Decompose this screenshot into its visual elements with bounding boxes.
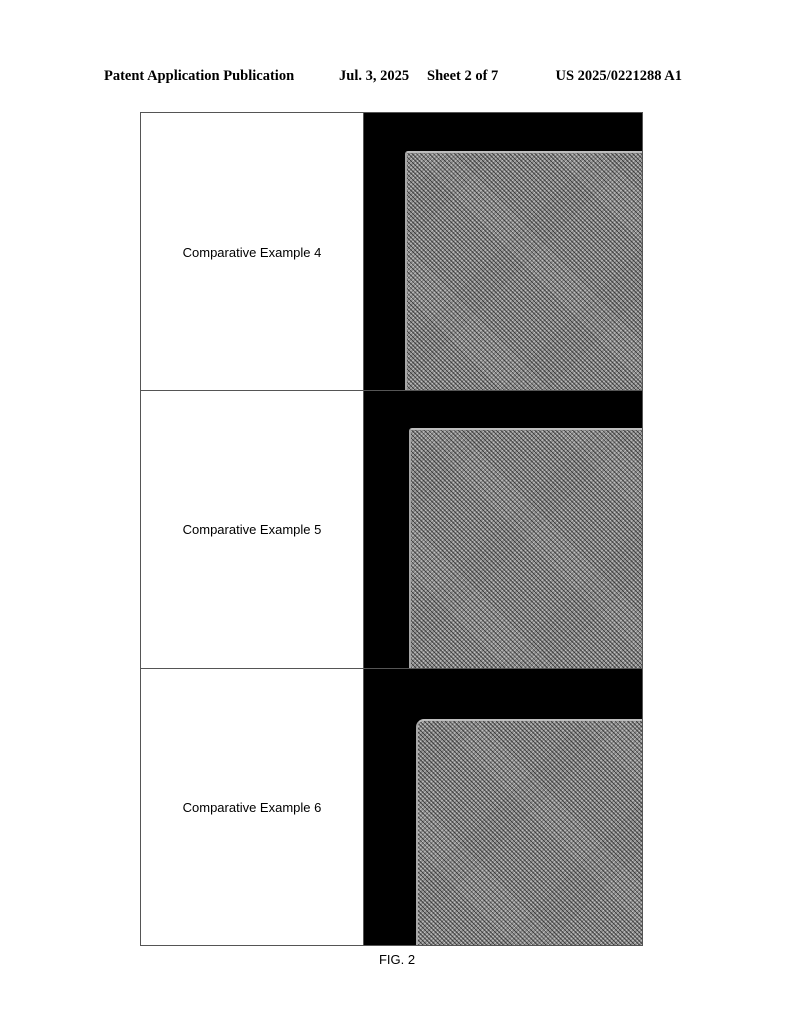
micrograph-image bbox=[364, 669, 642, 945]
figure-row bbox=[141, 113, 642, 391]
publication-date: Jul. 3, 2025 bbox=[339, 68, 410, 84]
sheet-number: Sheet 2 of 7 bbox=[427, 68, 499, 84]
page-header bbox=[104, 68, 694, 88]
micrograph-hatched-region bbox=[416, 719, 642, 945]
micrograph-image bbox=[364, 391, 642, 668]
micrograph-hatched-region bbox=[409, 428, 642, 668]
figure-row bbox=[141, 668, 642, 945]
row-label: Comparative Example 4 bbox=[141, 113, 364, 391]
row-label: Comparative Example 5 bbox=[141, 391, 364, 668]
publication-number: US 2025/0221288 A1 bbox=[555, 68, 682, 84]
figure-table bbox=[140, 112, 643, 946]
publication-type: Patent Application Publication bbox=[104, 68, 295, 84]
micrograph-hatched-region bbox=[405, 151, 642, 391]
figure-caption: FIG. 2 bbox=[378, 952, 416, 967]
figure-row bbox=[141, 390, 642, 668]
micrograph-image bbox=[364, 113, 642, 391]
row-label: Comparative Example 6 bbox=[141, 669, 364, 945]
